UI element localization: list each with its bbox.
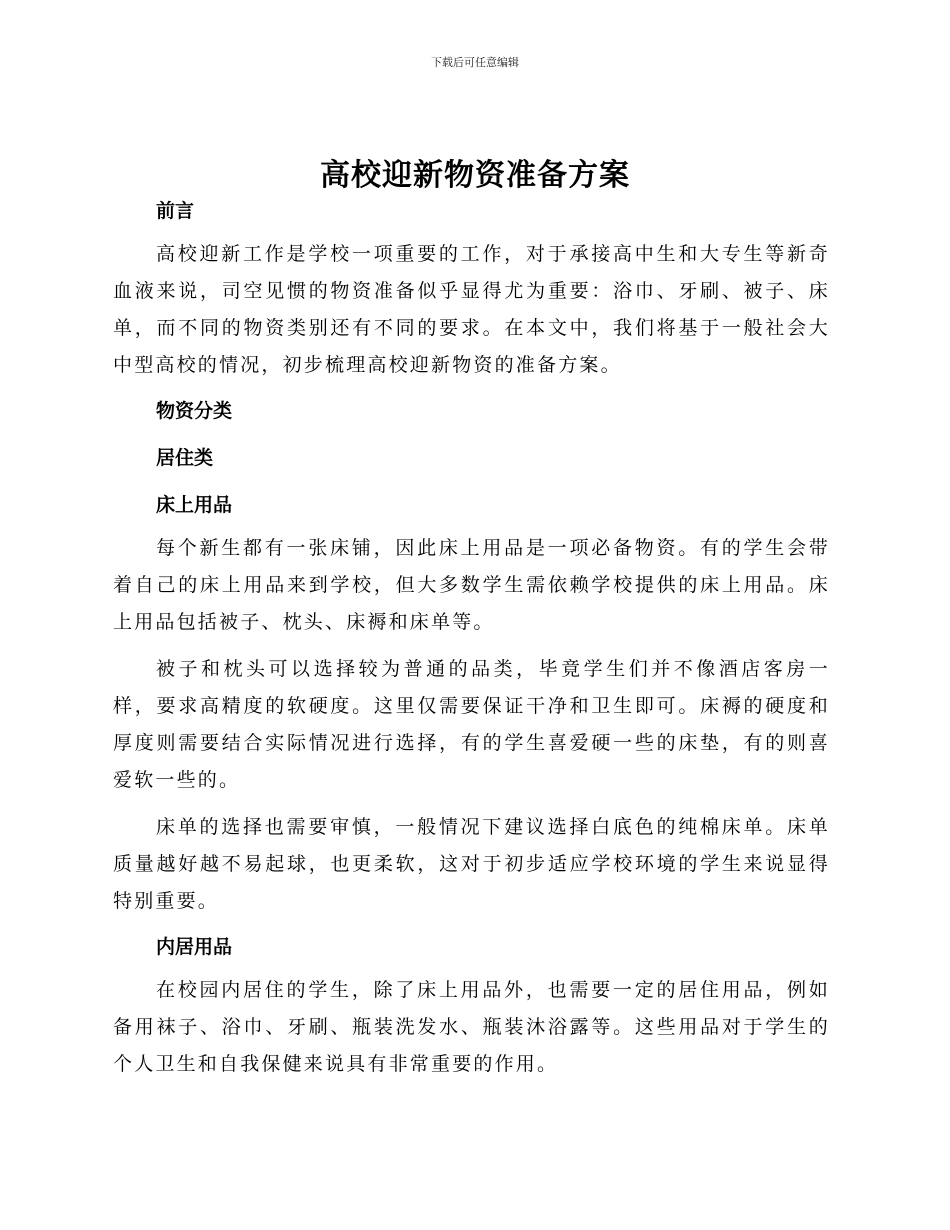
paragraph-bedding-1: 每个新生都有一张床铺，因此床上用品是一项必备物资。有的学生会带着自己的床上用品来到学校，但大多数学生需依赖学校提供的床上用品。床上用品包括被子、枕头、床褥和床单等。 (113, 537, 830, 633)
section-heading-preface: 前言 (156, 200, 195, 222)
paragraph-bedding-3: 床单的选择也需要审慎，一般情况下建议选择白底色的纯棉床单。床单质量越好越不易起球，也更柔软，这对于初步适应学校环境的学生来说显得特别重要。 (113, 816, 830, 912)
paragraph-bedding-2: 被子和枕头可以选择较为普通的品类，毕竟学生们并不像酒店客房一样，要求高精度的软硬度。这里仅需要保证干净和卫生即可。床褥的硬度和厚度则需要结合实际情况进行选择，有的学生喜爱硬一些的床垫，有的则喜爱软一些的。 (113, 658, 830, 791)
section-heading-bedding: 床上用品 (156, 494, 233, 516)
document-title: 高校迎新物资准备方案 (320, 158, 630, 193)
section-heading-living: 居住类 (156, 447, 214, 469)
document-body (113, 196, 830, 1083)
paragraph-dorm-supplies: 在校园内居住的学生，除了床上用品外，也需要一定的居住用品，例如备用袜子、浴巾、牙刷、瓶装洗发水、瓶装沐浴露等。这些用品对于学生的个人卫生和自我保健来说具有非常重要的作用。 (113, 979, 830, 1075)
section-heading-categories: 物资分类 (156, 400, 233, 422)
header-note: 下载后可任意编辑 (431, 56, 519, 69)
paragraph-preface: 高校迎新工作是学校一项重要的工作，对于承接高中生和大专生等新奇血液来说，司空见惯的物资准备似乎显得尤为重要：浴巾、牙刷、被子、床单，而不同的物资类别还有不同的要求。在本文中，我们将基于一般社会大中型高校的情况，初步梳理高校迎新物资的准备方案。 (113, 243, 830, 376)
section-heading-dorm-supplies: 内居用品 (156, 936, 233, 958)
